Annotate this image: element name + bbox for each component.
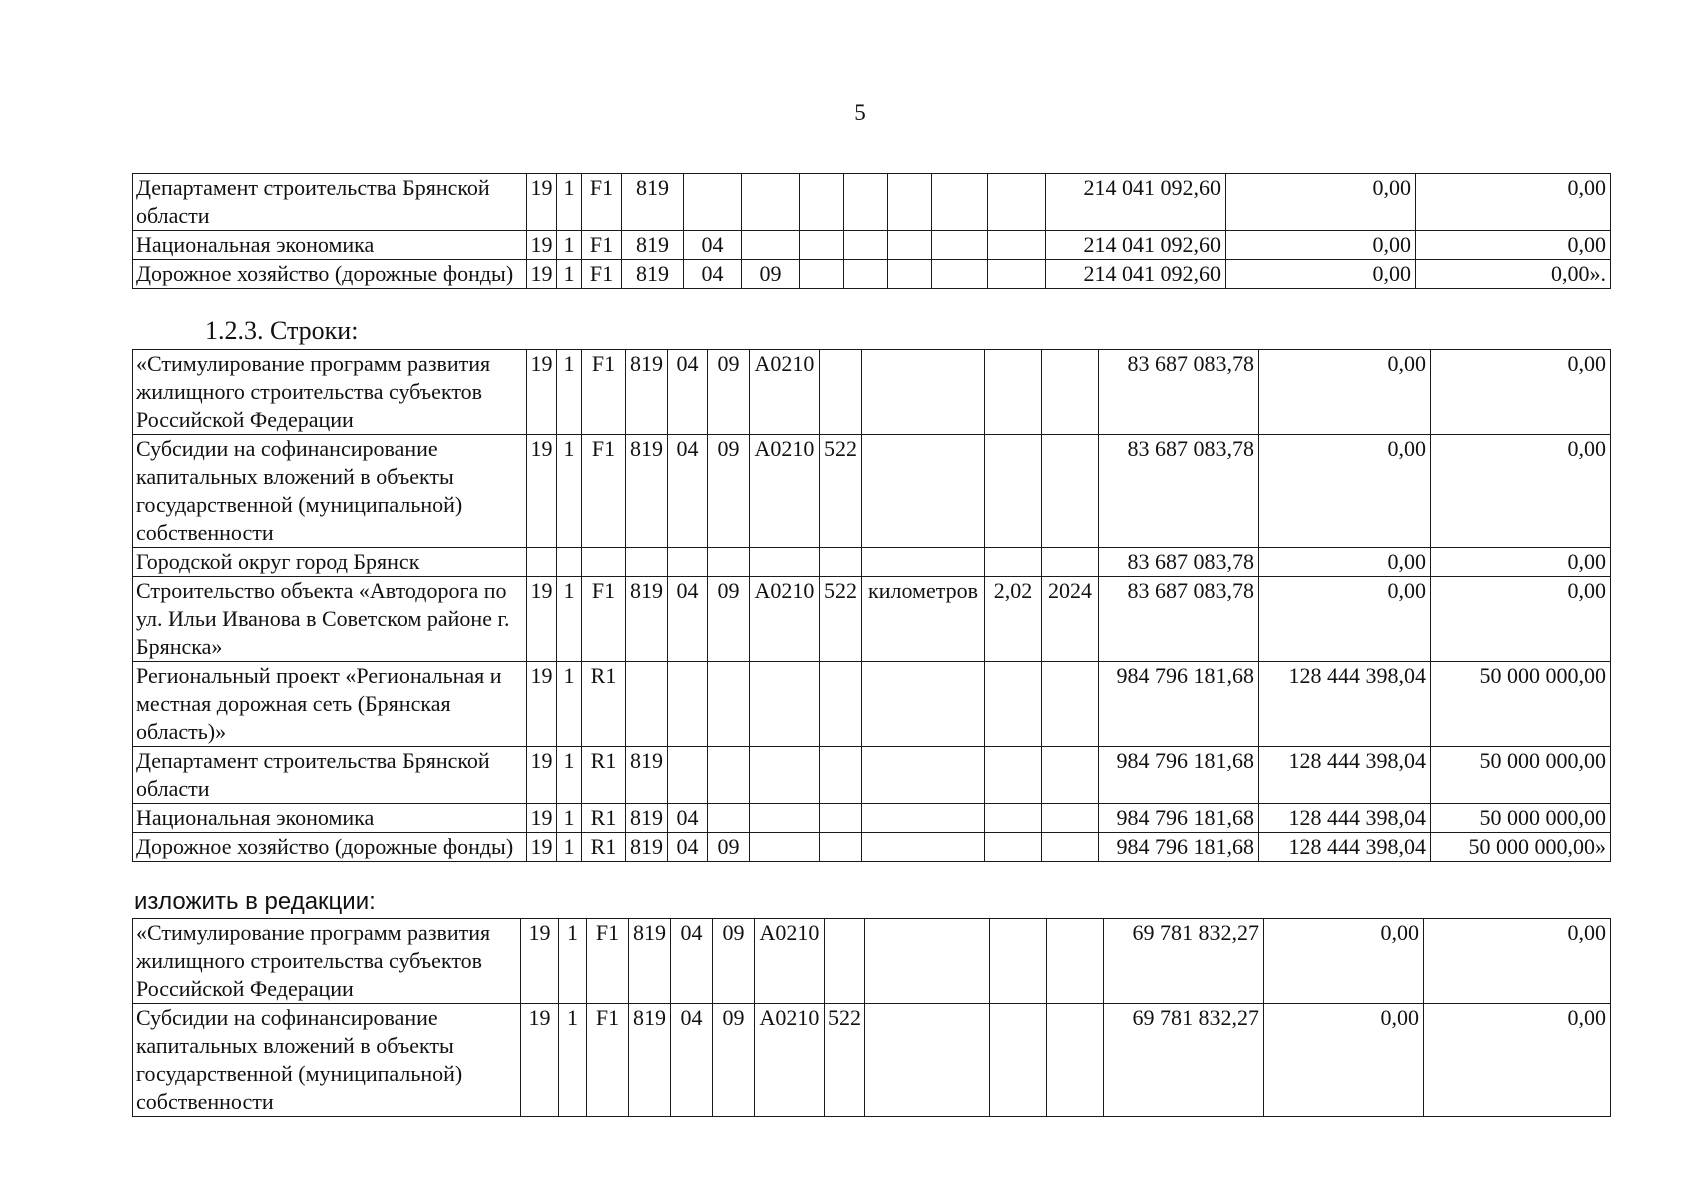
code-cell: 04 [668,350,708,435]
code-cell [582,548,626,577]
amount-cell: 0,00 [1264,919,1424,1004]
code-cell: F1 [582,350,626,435]
code-cell [825,919,865,1004]
row-name-cell: Субсидии на софинансирование капитальных вложений в объекты государственной (муниципальной) собственности [133,1004,521,1117]
code-cell: A0210 [750,350,820,435]
code-cell: 2,02 [985,577,1042,662]
amount-cell: 214 041 092,60 [1046,260,1226,289]
code-cell [820,548,862,577]
code-cell [865,919,990,1004]
budget-table-new [132,918,1611,1117]
table-row [133,435,1611,548]
row-name-cell: Городской округ город Брянск [133,548,527,577]
row-name-cell: Дорожное хозяйство (дорожные фонды) [133,833,527,862]
code-cell [932,231,988,260]
code-cell [1042,548,1099,577]
code-cell: 19 [527,577,557,662]
code-cell: F1 [587,1004,629,1117]
code-cell: 19 [521,1004,559,1117]
budget-table-old [132,349,1611,862]
amount-cell: 984 796 181,68 [1099,833,1259,862]
code-cell [932,174,988,231]
code-cell [1042,804,1099,833]
amount-cell: 0,00 [1226,260,1416,289]
amount-cell: 0,00 [1264,1004,1424,1117]
code-cell: 19 [527,260,557,289]
amount-cell: 0,00 [1259,577,1431,662]
section-replace-label: изложить в редакции: [134,888,376,915]
row-name-cell: «Стимулирование программ развития жилищного строительства субъектов Российской Федерации [133,919,521,1004]
code-cell [985,833,1042,862]
code-cell: 19 [527,833,557,862]
code-cell: 819 [622,231,684,260]
code-cell: 1 [557,435,582,548]
row-name-cell: Национальная экономика [133,804,527,833]
code-cell [988,174,1046,231]
code-cell: R1 [582,747,626,804]
code-cell: 09 [713,1004,755,1117]
row-name-cell: Департамент строительства Брянской области [133,747,527,804]
code-cell: 819 [622,174,684,231]
budget-table-top [132,173,1611,289]
amount-cell: 128 444 398,04 [1259,747,1431,804]
code-cell [626,662,668,747]
code-cell: 1 [557,747,582,804]
amount-cell: 0,00 [1226,174,1416,231]
code-cell: 1 [557,804,582,833]
code-cell [820,747,862,804]
amount-cell: 128 444 398,04 [1259,833,1431,862]
code-cell: 04 [671,919,713,1004]
code-cell [985,435,1042,548]
code-cell [1042,662,1099,747]
amount-cell: 0,00 [1259,548,1431,577]
table-row [133,919,1611,1004]
code-cell [668,548,708,577]
code-cell: A0210 [750,577,820,662]
code-cell: 819 [626,435,668,548]
code-cell: 04 [684,231,742,260]
code-cell: 1 [557,833,582,862]
amount-cell: 128 444 398,04 [1259,804,1431,833]
code-cell [862,350,985,435]
amount-cell: 0,00 [1259,435,1431,548]
code-cell [750,804,820,833]
code-cell [1047,1004,1104,1117]
code-cell [888,174,932,231]
code-cell: 04 [671,1004,713,1117]
code-cell: 09 [708,435,750,548]
amount-cell: 0,00 [1259,350,1431,435]
code-cell [932,260,988,289]
code-cell: 19 [521,919,559,1004]
page-number: 5 [854,100,866,125]
row-name-cell: Строительство объекта «Автодорога по ул. Ильи Иванова в Советском районе г. Брянска» [133,577,527,662]
code-cell [820,804,862,833]
code-cell [820,350,862,435]
code-cell: 04 [684,260,742,289]
code-cell [708,747,750,804]
amount-cell: 0,00 [1431,548,1611,577]
code-cell: R1 [582,804,626,833]
code-cell: 819 [629,1004,671,1117]
code-cell: A0210 [755,1004,825,1117]
code-cell [1042,833,1099,862]
code-cell: 19 [527,662,557,747]
code-cell [985,548,1042,577]
table-row [133,231,1611,260]
code-cell: 819 [622,260,684,289]
amount-cell: 69 781 832,27 [1104,919,1264,1004]
amount-cell: 0,00 [1416,174,1611,231]
code-cell [844,174,888,231]
code-cell [862,747,985,804]
code-cell [1042,747,1099,804]
code-cell [862,548,985,577]
code-cell: километров [862,577,985,662]
code-cell [708,804,750,833]
code-cell [820,833,862,862]
amount-cell: 83 687 083,78 [1099,435,1259,548]
code-cell [844,231,888,260]
code-cell [557,548,582,577]
amount-cell: 214 041 092,60 [1046,174,1226,231]
code-cell: F1 [582,260,622,289]
code-cell [668,662,708,747]
code-cell [985,662,1042,747]
code-cell: 819 [626,804,668,833]
code-cell: 1 [559,1004,587,1117]
amount-cell: 50 000 000,00 [1431,662,1611,747]
amount-cell: 214 041 092,60 [1046,231,1226,260]
amount-cell: 0,00 [1424,919,1611,1004]
row-name-cell: Национальная экономика [133,231,527,260]
row-name-cell: Региональный проект «Региональная и местная дорожная сеть (Брянская область)» [133,662,527,747]
code-cell: 09 [713,919,755,1004]
amount-cell: 83 687 083,78 [1099,577,1259,662]
section-rows-label: 1.2.3. Строки: [205,316,359,345]
code-cell: 19 [527,350,557,435]
table-row [133,747,1611,804]
code-cell: 04 [668,804,708,833]
code-cell: 09 [708,833,750,862]
code-cell: 819 [626,577,668,662]
amount-cell: 0,00 [1431,577,1611,662]
code-cell [862,435,985,548]
code-cell [668,747,708,804]
code-cell: F1 [582,577,626,662]
code-cell: 19 [527,174,557,231]
code-cell [800,231,844,260]
code-cell: 19 [527,747,557,804]
table-row [133,174,1611,231]
code-cell: R1 [582,833,626,862]
code-cell: 1 [559,919,587,1004]
code-cell [888,231,932,260]
code-cell: A0210 [750,435,820,548]
code-cell: 19 [527,231,557,260]
table-row [133,577,1611,662]
table-row [133,260,1611,289]
code-cell: 2024 [1042,577,1099,662]
code-cell: F1 [582,174,622,231]
code-cell: 819 [626,747,668,804]
code-cell [708,662,750,747]
code-cell [750,747,820,804]
row-name-cell: Дорожное хозяйство (дорожные фонды) [133,260,527,289]
code-cell: 09 [708,350,750,435]
code-cell: F1 [587,919,629,1004]
amount-cell: 83 687 083,78 [1099,350,1259,435]
row-name-cell: «Стимулирование программ развития жилищного строительства субъектов Российской Федерации [133,350,527,435]
amount-cell: 128 444 398,04 [1259,662,1431,747]
code-cell: F1 [582,231,622,260]
table-row [133,662,1611,747]
amount-cell: 50 000 000,00 [1431,747,1611,804]
code-cell: 1 [557,260,582,289]
code-cell [626,548,668,577]
code-cell: 04 [668,435,708,548]
code-cell [800,174,844,231]
code-cell [985,804,1042,833]
code-cell [988,260,1046,289]
code-cell [844,260,888,289]
code-cell [750,833,820,862]
code-cell [865,1004,990,1117]
code-cell [985,350,1042,435]
amount-cell: 50 000 000,00 [1431,804,1611,833]
amount-cell: 0,00 [1424,1004,1611,1117]
code-cell [820,662,862,747]
amount-cell: 984 796 181,68 [1099,662,1259,747]
amount-cell: 0,00 [1416,231,1611,260]
code-cell: 819 [629,919,671,1004]
code-cell: 1 [557,350,582,435]
code-cell: F1 [582,435,626,548]
table-row [133,548,1611,577]
table-row [133,350,1611,435]
code-cell [684,174,742,231]
code-cell [750,548,820,577]
table-row [133,833,1611,862]
code-cell: 819 [626,350,668,435]
code-cell [990,1004,1047,1117]
code-cell [988,231,1046,260]
code-cell [862,662,985,747]
code-cell [527,548,557,577]
code-cell: 1 [557,174,582,231]
code-cell: 522 [825,1004,865,1117]
code-cell [990,919,1047,1004]
code-cell: 522 [820,435,862,548]
code-cell: 1 [557,662,582,747]
code-cell: 19 [527,804,557,833]
code-cell [862,833,985,862]
table-row [133,1004,1611,1117]
amount-cell: 0,00». [1416,260,1611,289]
code-cell [985,747,1042,804]
code-cell: R1 [582,662,626,747]
table-row [133,804,1611,833]
amount-cell: 0,00 [1226,231,1416,260]
row-name-cell: Департамент строительства Брянской области [133,174,527,231]
code-cell: 09 [742,260,800,289]
code-cell [750,662,820,747]
code-cell [862,804,985,833]
code-cell [1047,919,1104,1004]
code-cell [1042,350,1099,435]
amount-cell: 83 687 083,78 [1099,548,1259,577]
code-cell [800,260,844,289]
amount-cell: 984 796 181,68 [1099,747,1259,804]
code-cell [888,260,932,289]
code-cell [742,231,800,260]
code-cell [708,548,750,577]
code-cell: 19 [527,435,557,548]
code-cell [742,174,800,231]
code-cell: 04 [668,833,708,862]
code-cell: 522 [820,577,862,662]
amount-cell: 50 000 000,00» [1431,833,1611,862]
code-cell: 819 [626,833,668,862]
amount-cell: 0,00 [1431,350,1611,435]
row-name-cell: Субсидии на софинансирование капитальных вложений в объекты государственной (муниципальной) собственности [133,435,527,548]
code-cell: A0210 [755,919,825,1004]
amount-cell: 984 796 181,68 [1099,804,1259,833]
code-cell: 1 [557,577,582,662]
amount-cell: 69 781 832,27 [1104,1004,1264,1117]
code-cell: 1 [557,231,582,260]
code-cell: 04 [668,577,708,662]
code-cell: 09 [708,577,750,662]
code-cell [1042,435,1099,548]
amount-cell: 0,00 [1431,435,1611,548]
